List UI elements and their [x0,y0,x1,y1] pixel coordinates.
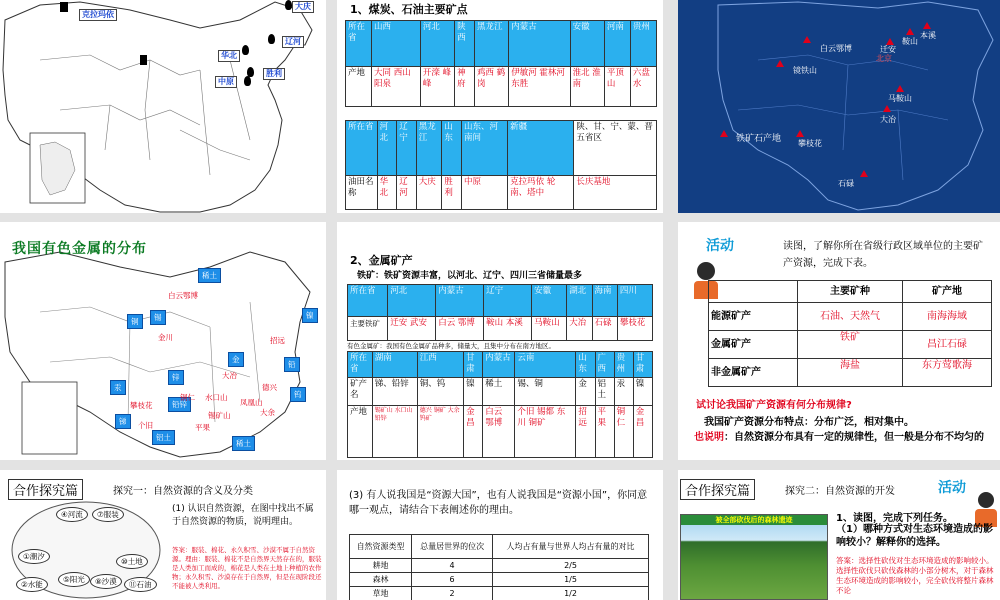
ore-box: 铝土 [152,430,175,445]
table-cell: 胜利 [442,176,462,210]
place-label: 攀枝花 [130,401,153,410]
ore-box: 钨 [290,387,306,402]
ore-box: 锡 [150,310,166,325]
table-row-label: 油田名称 [346,176,378,210]
table-cell: 淮北 淮南 [570,67,604,107]
slide-nonferrous-map[interactable] [0,222,326,460]
ore-marker-icon [906,28,914,35]
place-label: 本溪 [920,31,936,40]
place-label: 鞍山 [902,37,918,46]
table-cell: 鸡西 鹤岗 [474,67,508,107]
ore-marker-icon [776,60,784,67]
table-cell: 南海海域 [903,303,992,331]
ore-marker-icon [883,105,891,112]
table-cell: 江西 [417,352,463,378]
resource-item: ⑪石油 [124,577,157,592]
table-cell: 东方莺歌海 [903,359,992,387]
table-cell: 锑、铅锌 [372,378,417,406]
ore-box: 稀土 [198,268,221,283]
ore-box: 铜 [127,314,143,329]
table-cell: 贵州 [614,352,633,378]
nonferrous-note: 有色金属矿：我国有色金属矿品种多，储量大，且集中分布在南方地区。 [347,342,555,350]
table-cell: 4 [412,559,493,573]
place-label: 白云鄂博 [820,44,852,53]
table-cell: 山西 [372,21,421,67]
table-cell: 汞 [614,378,633,406]
place-label: 石碌 [838,179,854,188]
table-cell: 昌江石碌 [903,331,992,359]
slide-resource-question[interactable] [337,470,663,600]
table-header-province: 所在省 [346,121,378,176]
table-header-province: 所在省 [348,352,373,378]
task-text: 1、读图，完成下列任务。 [836,513,953,524]
place-label: 凤凰山 [240,398,263,407]
coal-icon [60,2,68,12]
table-cell: 个旧 锡都 东川 铜矿 [515,406,576,458]
table-cell: 2 [412,587,493,600]
table-cell: 金 [576,378,595,406]
place-label: 镜铁山 [793,66,817,75]
oil-drop-icon [285,0,292,10]
table-row-label: 产地 [348,406,373,458]
label-liaohe: 辽河 [282,36,304,48]
label-zhongyuan: 中原 [215,76,237,88]
oil-table [345,120,657,210]
table-cell: 鞍山 本溪 [484,317,532,341]
table-cell: 白云 鄂博 [436,317,484,341]
table-cell: 云南 [515,352,576,378]
table-cell: 山东 [576,352,595,378]
table-row-label: 主要铁矿 [348,317,388,341]
place-label: 大冶 [222,371,237,380]
mineral-table [708,280,992,387]
resource-item: ⑤阳光 [58,572,90,587]
table-cell: 安徽 [532,285,567,317]
table-header: 自然资源类型 [350,535,412,559]
ore-marker-icon [803,36,811,43]
task-text: (1) 认识自然资源，在图中找出不属于自然资源的物质，说明理由。 [172,504,314,527]
resource-item: ⑧沙漠 [90,574,122,589]
table-cell: 贵州 [630,21,656,67]
activity-title: 活动 [706,238,734,254]
place-label: 平果 [195,423,210,432]
also-text: ：自然资源分布具有一定的规律性，但一般是分布不均匀的 [724,432,984,443]
table-header: 主要矿种 [797,281,902,303]
table-cell: 山东、河南间 [461,121,507,176]
table-cell: 镍 [464,378,483,406]
table-cell: 安徽 [570,21,604,67]
also-label: 也说明 [694,432,724,443]
answer-text: 我国矿产资源分布特点：分布广泛，相对集中。 [704,417,914,428]
photo-caption: 被全部砍伐后的森林遗迹 [681,515,827,525]
slide-title: 2、金属矿产 [350,254,413,267]
table-header: 总量居世界的位次 [412,535,493,559]
ore-box: 镍 [302,308,318,323]
slide-oil-map[interactable] [0,0,326,213]
question-text: (3) 有人说我国是“资源大国”，也有人说我国是“资源小国”，你同意哪一观点，请结合下表阐述你的理由。 [349,490,648,516]
place-label: 白云鄂博 [168,291,198,300]
table-cell: 稀土 [483,378,515,406]
slide-inquiry-one[interactable] [0,470,326,600]
table-cell: 大冶 [567,317,592,341]
label-shengli: 胜利 [263,68,285,80]
slide-activity-table[interactable] [678,222,1000,460]
table-header: 人均占有量与世界人均占有量的对比 [493,535,649,559]
table-cell: 镍 [633,378,652,406]
slide-title: 我国有色金属的分布 [12,241,147,257]
place-label: 德兴 [262,383,277,392]
table-cell: 1/2 [493,587,649,600]
table-cell: 河南 [604,21,630,67]
table-cell: 铝土 [595,378,614,406]
coal-icon [140,55,147,65]
table-cell: 内蒙古 [509,21,570,67]
slide-coal-oil-tables[interactable] [337,0,663,213]
ore-box: 稀土 [232,436,255,451]
label-karamay: 克拉玛依 [79,9,117,21]
resource-item: ⑦服装 [92,507,124,522]
table-cell: 河北 [377,121,397,176]
place-label: 迁安 [880,45,896,54]
place-label: 锡矿山 [208,411,231,420]
resource-item: ⑩土地 [116,554,148,569]
oil-drop-icon [244,76,251,86]
ore-marker-icon [796,130,804,137]
ore-box: 锌 [168,370,184,385]
table-cell: 华北 [377,176,397,210]
activity-title: 活动 [938,480,966,496]
table-cell: 伊敏河 霍林河 东胜 [509,67,570,107]
label-daqing: 大庆 [292,1,314,13]
oil-drop-icon [268,34,275,44]
table-cell: 黑龙江 [416,121,442,176]
table-cell: 金昌 [633,406,652,458]
table-cell: 铜仁 [614,406,633,458]
table-cell: 克拉玛依 轮南、塔中 [508,176,574,210]
answer-text: 答案：选择性砍伐对生态环境造成的影响较小。选择性砍伐只砍伐森林的小部分树木，对于森林生态环境造成的影响较小，完全砍伐将整片森林不论 [836,556,994,595]
table-cell: 森林 [350,573,412,587]
table-row-label: 金属矿产 [709,331,798,359]
table-cell: 陕西 [455,21,475,67]
place-label: 铜仁 [180,393,195,402]
table-cell: 1/5 [493,573,649,587]
table-cell: 甘肃 [633,352,652,378]
coal-table [345,20,657,107]
table-cell: 锡矿山 水口山 铅锌 [372,406,417,458]
table-cell: 新疆 [508,121,574,176]
question-text: 试讨论我国矿产资源有何分布规律? [696,400,852,411]
table-cell: 马鞍山 [532,317,567,341]
table-header: 矿产地 [903,281,992,303]
table-cell: 迁安 武安 [388,317,436,341]
ore-marker-icon [923,22,931,29]
iron-table [347,284,653,341]
answer-text: 答案：服装、棉花、永久积雪、沙漠不属于自然资源。理由：服装、棉花不是自然界天然存在的，服装是人类加工而成的，棉花是人类在土地上种植的农作物；永久积雪、沙漠存在于自然界，但是在现阶段还不能被人类利用。 [172,546,322,590]
table-row-label: 非金属矿产 [709,359,798,387]
table-cell: 广西 [595,352,614,378]
section-subtitle: 探究一：自然资源的含义及分类 [113,486,253,497]
table-cell: 石碌 [592,317,617,341]
resource-item: ①潮汐 [18,549,50,564]
legend-marker-icon [720,130,728,137]
table-row-label: 产地 [346,67,372,107]
ore-box: 铅 [284,357,300,372]
instruction-text: 读图，了解你所在省级行政区域单位的主要矿产资源，完成下表。 [783,241,983,269]
table-row-label: 能源矿产 [709,303,798,331]
section-header: 合作探究篇 [8,479,83,500]
table-cell: 开滦 峰峰 [420,67,454,107]
oil-drop-icon [242,45,249,55]
table-cell: 六盘水 [630,67,656,107]
iron-note: 铁矿：铁矿资源丰富，以河北、辽宁、四川三省储量最多 [357,271,583,281]
table-cell: 海南 [592,285,617,317]
table-cell: 铁矿 [797,331,902,359]
ore-box: 金 [228,352,244,367]
table-cell: 草地 [350,587,412,600]
table-header-province: 所在省 [346,21,372,67]
table-cell: 海盐 [797,359,902,387]
table-cell: 辽宁 [484,285,532,317]
resource-item: ④河流 [56,507,88,522]
ore-box: 铅锌 [168,397,191,412]
table-header-province: 所在省 [348,285,388,317]
slide-inquiry-two[interactable] [678,470,1000,600]
table-cell: 大同 西山 阳泉 [372,67,421,107]
table-cell: 内蒙古 [436,285,484,317]
table-cell: 金昌 [464,406,483,458]
china-map-outline [0,0,326,213]
table-cell: 河北 [420,21,454,67]
place-label: 攀枝花 [798,139,822,148]
table-cell: 德兴 铜矿 大余 钨矿 [417,406,463,458]
table-cell: 山东 [442,121,462,176]
table-cell: 湖南 [372,352,417,378]
table-row-label: 矿产名 [348,378,373,406]
place-label: 招远 [270,336,285,345]
table-cell: 神府 [455,67,475,107]
table-cell: 河北 [388,285,436,317]
place-label: 个旧 [138,421,153,430]
table-cell: 招远 [576,406,595,458]
place-label: 北京 [876,54,892,63]
table-cell: 湖北 [567,285,592,317]
table-cell: 辽河 [397,176,417,210]
table-cell: 石油、天然气 [797,303,902,331]
table-cell: 铜、钨 [417,378,463,406]
ore-box: 锑 [115,414,131,429]
slide-metal-tables[interactable] [337,222,663,460]
table-cell: 黑龙江 [474,21,508,67]
place-label: 大冶 [880,115,896,124]
place-label: 马鞍山 [888,94,912,103]
place-label: 大余 [260,408,275,417]
table-cell: 6 [412,573,493,587]
ore-marker-icon [860,170,868,177]
conclusion-text [694,430,994,446]
table-cell: 2/5 [493,559,649,573]
question-text: （1）哪种方式对生态环境造成的影响较小？解释你的选择。 [836,524,993,548]
deforested-land-photo [680,514,828,600]
table-cell: 平顶山 [604,67,630,107]
table-cell: 白云 鄂博 [483,406,515,458]
table-cell: 辽宁 [397,121,417,176]
place-label: 水口山 [205,393,228,402]
label-huabei: 华北 [218,50,240,62]
table-cell: 四川 [617,285,652,317]
table-cell: 内蒙古 [483,352,515,378]
resource-item: ②水能 [16,577,48,592]
ore-box: 汞 [110,380,126,395]
table-cell: 攀枝花 [617,317,652,341]
table-cell: 中原 [461,176,507,210]
table-cell: 甘肃 [464,352,483,378]
legend-label: 铁矿石产地 [736,134,782,144]
nonferrous-table [347,351,653,458]
table-cell: 耕地 [350,559,412,573]
table-cell: 平果 [595,406,614,458]
table-cell: 大庆 [416,176,442,210]
ore-marker-icon [896,85,904,92]
table-cell: 锡、铜 [515,378,576,406]
section-header: 合作探究篇 [680,479,755,500]
table-cell: 陕、甘、宁、蒙、晋五省区 [574,121,657,176]
place-label: 金川 [158,333,173,342]
slide-title: 1、煤炭、石油主要矿点 [350,3,468,16]
table-cell: 长庆基地 [574,176,657,210]
resource-table [349,534,649,600]
slide-iron-ore-map[interactable] [678,0,1000,213]
section-subtitle: 探究二：自然资源的开发 [785,486,895,497]
